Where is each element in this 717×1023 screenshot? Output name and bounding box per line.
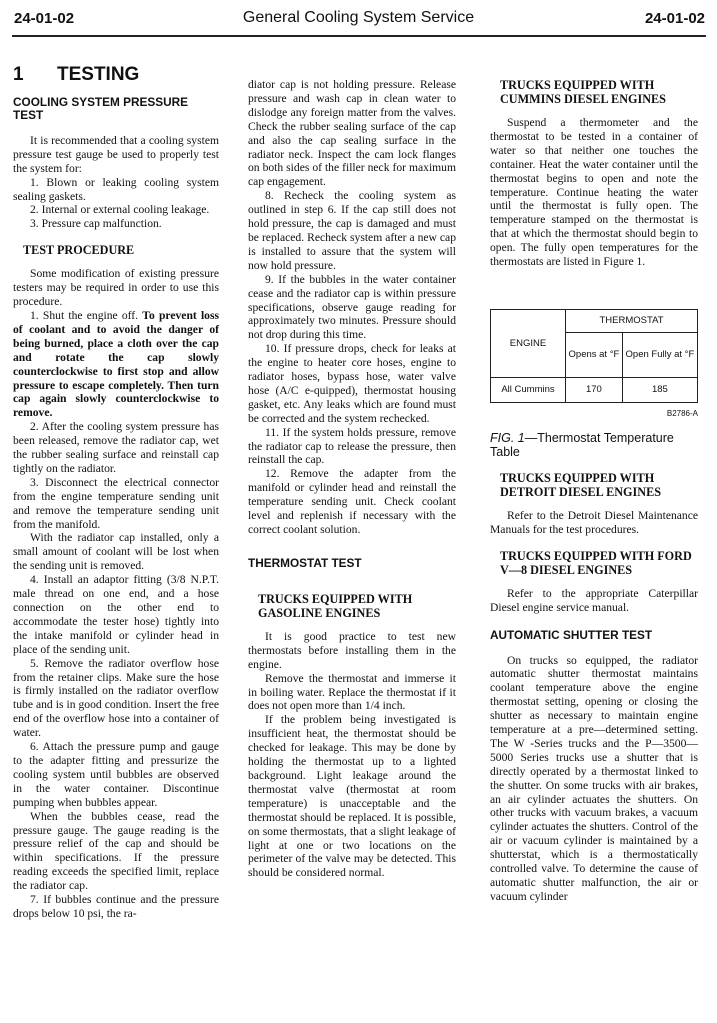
list-item: 3. Pressure cap malfunction.: [30, 217, 162, 231]
step-11: 11. If the system holds pressure, remove the radiator cap to release the pressure, then reinstall the cap.: [248, 425, 456, 467]
step-1-text: 1. Shut the engine off.: [30, 308, 139, 322]
step-8: 8. Recheck the cooling system as outlined in step 6. If the cap still does not hold pressure, the cap is damaged and must be replaced. Recheck system after a new cap is installed to assure that the system will now hold pressure.: [248, 189, 456, 272]
paragraph: If the problem being investigated is insufficient heat, the thermostat should be checked for leakage. This may be done by holding the thermostat up to a lighted background. Light leakage around the thermostat valve (thermostat at room temperature) is unacceptable and the thermostat should be replaced. It is possible, on some thermostats, that a slight leakage of light at one or two locations on the perimeter of the valve may be detected. This should be considered normal.: [248, 713, 456, 880]
paragraph: Refer to the appropriate Caterpillar Diesel engine service manual.: [490, 586, 698, 614]
paragraph: It is good practice to test new thermostats before installing them in the engine.: [248, 629, 456, 671]
paragraph: Refer to the Detroit Diesel Maintenance Manuals for the test procedures.: [490, 508, 698, 536]
section-number: 1: [13, 64, 24, 85]
list-item: 1. Blown or leaking cooling system sealing gaskets.: [13, 175, 219, 203]
list-item: 2. Internal or external cooling leakage.: [30, 203, 210, 217]
step-5: 5. Remove the radiator overflow hose from the retainer clips. Make sure the hose is firmly installed on the radiator overflow tube and is in good condition. Insert the free end of the overflow hose into a container of water.: [13, 656, 219, 740]
column-2: [248, 78, 456, 880]
figure-caption: [490, 431, 698, 459]
heading-cummins: TRUCKS EQUIPPED WITH CUMMINS DIESEL ENGINES: [500, 78, 666, 106]
table-header-open-fully: Open Fully at °F: [622, 332, 697, 377]
step-1: [13, 309, 219, 420]
step-10: 10. If pressure drops, check for leaks at the engine to heater core hoses, engine to radiator hoses, bypass hose, water valve hose (A/C e-quipped), thermostat housing gasket, etc. Any leaks which are found must be corrected and the system rechecked.: [248, 342, 456, 425]
paragraph: Some modification of existing pressure testers may be required in order to use this procedure.: [13, 267, 219, 309]
heading-detroit: TRUCKS EQUIPPED WITH DETROIT DIESEL ENGINES: [500, 470, 661, 499]
heading-thermostat-test: THERMOSTAT TEST: [248, 555, 362, 570]
step-7: 7. If bubbles continue and the pressure drops below 10 psi, the ra-: [13, 893, 219, 920]
header-rule: [12, 35, 706, 37]
page-number-left: 24-01-02: [14, 10, 75, 27]
step-6: 6. Attach the pressure pump and gauge to the adapter fitting and pressurize the cooling system until bubbles are observed in the water container. Discontinue pumping when bubbles appear.: [13, 740, 219, 809]
heading-gasoline-engines: TRUCKS EQUIPPED WITH GASOLINE ENGINES: [258, 591, 413, 620]
section-heading: [13, 64, 219, 85]
figure-caption-text: —Thermostat Temperature Table: [490, 430, 674, 459]
paragraph: Suspend a thermometer and the thermostat to be tested in a container of water so that neither one touches the container. Heat the water container until the thermostat begins to open and note the temperature. Continue heating the water until the thermostat is fully open. The temperature stamped on the thermostat is that at which the thermostat should begin to open. The fully open temperatures for the thermostats are listed in Figure 1.: [490, 116, 698, 269]
paragraph: With the radiator cap installed, only a small amount of coolant will be lost when the sending unit is removed.: [13, 531, 219, 573]
section-title: TESTING: [57, 64, 140, 85]
table-header-engine: ENGINE: [491, 309, 566, 377]
step-3: 3. Disconnect the electrical connector from the engine temperature sending unit and remove the temperature sending unit from the manifold.: [13, 475, 219, 531]
table-cell-opens: 170: [566, 377, 623, 402]
paragraph: It is recommended that a cooling system pressure test gauge be used to properly test the system for:: [13, 133, 219, 175]
heading-pressure-test: COOLING SYSTEM PRESSURE TEST: [13, 94, 189, 122]
heading-test-procedure: TEST PROCEDURE: [23, 243, 135, 258]
paragraph: On trucks so equipped, the radiator automatic shutter thermostat maintains coolant temperature above the engine thermostat setting, opening or closing the shutter as necessary to maintain engine temperature at a pre—determined setting. The W -Series trucks and the P—3500—5000 Series trucks use a shutter that is directly operated by a thermostat linked to the shutter. On some trucks with air brakes, an air cylinder actuates the shutters. On other trucks with vacuum brakes, a vacuum cylinder actuates the shutters. Control of the air or vacuum cylinder is maintained by a shutterstat, which is a thermostatically controlled valve. To determine the cause of automatic shutter malfunction, the air or vacuum cylinder: [490, 653, 698, 903]
paragraph: When the bubbles cease, read the pressure gauge. The gauge reading is the pressure relief of the cap and should be within specifications. If the pressure reading exceeds the specified limit, replace the radiator cap.: [13, 809, 219, 893]
heading-ford: TRUCKS EQUIPPED WITH FORD V—8 DIESEL ENGINES: [500, 548, 692, 577]
step-2: 2. After the cooling system pressure has been released, remove the radiator cap, wet the rubber sealing surface and reinstall cap tightly on the radiator.: [13, 420, 219, 475]
column-3: [490, 78, 698, 904]
table-cell-open-fully: 185: [622, 377, 697, 402]
heading-automatic-shutter: AUTOMATIC SHUTTER TEST: [490, 627, 653, 642]
figure-label: FIG. 1: [490, 430, 525, 445]
step-9: 9. If the bubbles in the water container cease and the radiator cap is within pressure specifications, observe gauge reading for approximately two minutes. Pressure should not drop during this time.: [248, 272, 456, 342]
figure-code: B2786-A: [666, 408, 698, 418]
column-1: [13, 62, 219, 921]
paragraph: Remove the thermostat and immerse it in boiling water. Replace the thermostat if it does not open more than 1/4 inch.: [248, 671, 456, 713]
header-title: General Cooling System Service: [242, 9, 475, 26]
thermostat-table: [490, 309, 698, 403]
step-12: 12. Remove the adapter from the manifold or cylinder head and reinstall the temperature sending unit. Check coolant level and replenish if necessary with the correct coolant solution.: [248, 467, 456, 536]
table-header-opens: Opens at °F: [566, 332, 623, 377]
table-cell-engine: All Cummins: [491, 377, 566, 402]
page-header: [0, 6, 717, 32]
step-1-warning: To prevent loss of coolant and to avoid the danger of being burned, place a cloth over the cap and rotate the cap slowly counterclockwise to first stop and allow pressure to escape completely. Then turn cap again slowly counterclockwise to remove.: [13, 308, 220, 420]
page-number-right: 24-01-02: [644, 10, 705, 27]
step-4: 4. Install an adaptor fitting (3/8 N.P.T. male thread on one end, and a hose connection on the other end to accommodate the tester hose) tightly into the intake manifold or cylinder head in place of the sending unit.: [13, 573, 219, 656]
paragraph: diator cap is not holding pressure. Release pressure and wash cap in clean water to dislodge any foreign matter from the valves. Check the rubber sealing surface of the cap and also the cap sealing surface in the radiator neck. Inspect the cam lock flanges on both sides of the filler neck for maximum cap engagement.: [248, 78, 456, 189]
table-header-thermostat: THERMOSTAT: [566, 309, 698, 332]
